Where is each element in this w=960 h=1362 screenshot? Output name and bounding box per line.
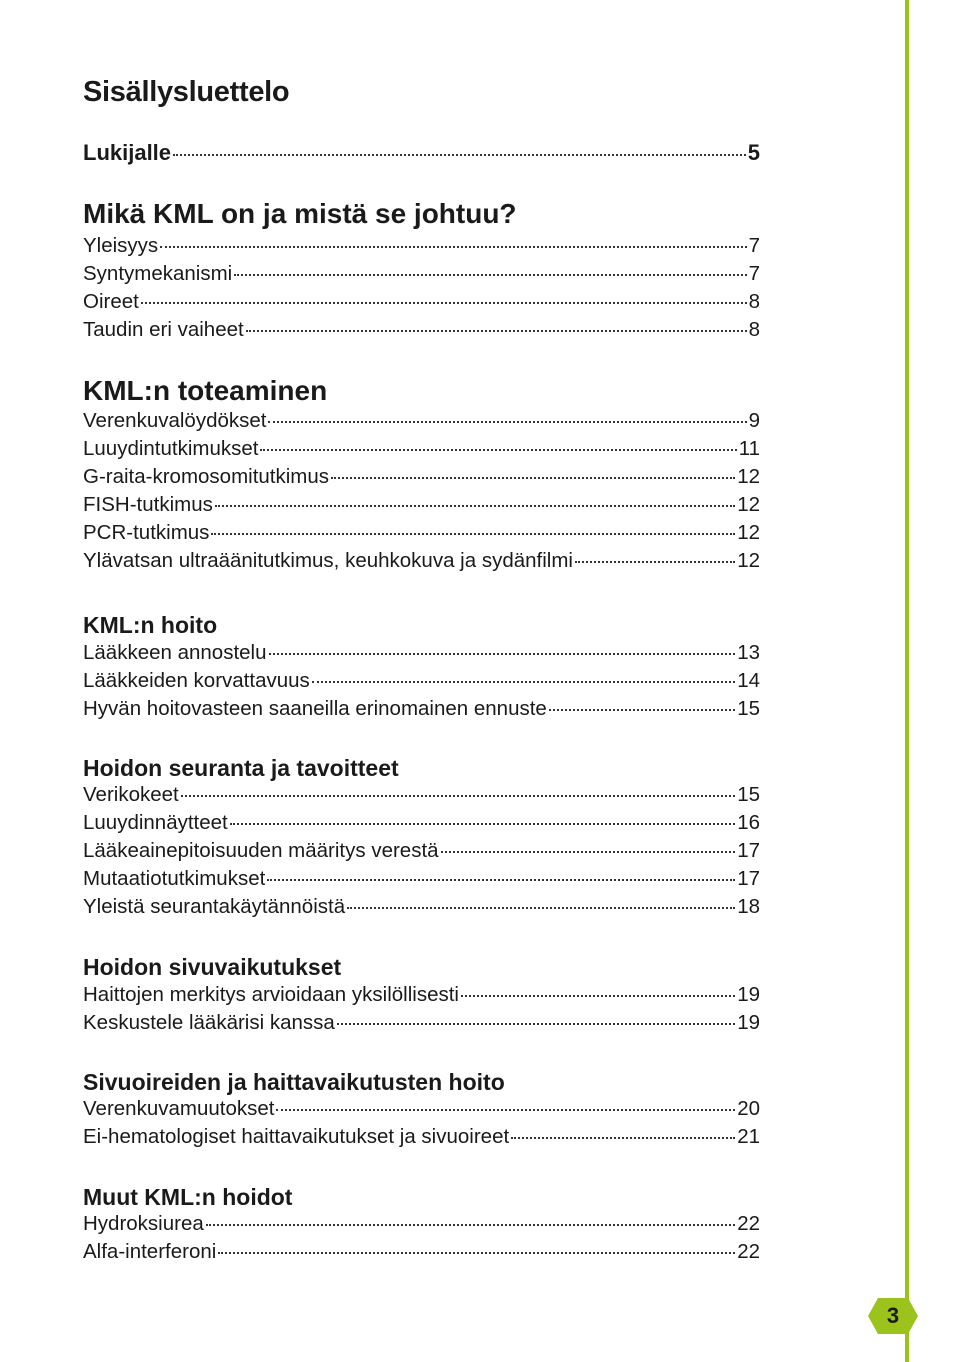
- dot-leader: [276, 1109, 735, 1111]
- toc-entry[interactable]: [83, 549, 760, 577]
- toc-entry-page: 14: [737, 669, 760, 692]
- toc-entry-label: Verikokeet: [83, 783, 179, 806]
- toc-entry-page: 20: [737, 1097, 760, 1120]
- toc-entry-page: 22: [737, 1212, 760, 1235]
- toc-entry[interactable]: [83, 811, 760, 839]
- toc-entry-page: 12: [737, 521, 760, 544]
- toc-entry-page: 19: [737, 983, 760, 1006]
- toc-entry-page: 7: [748, 234, 760, 257]
- toc-entry[interactable]: [83, 1097, 760, 1125]
- toc-entry-page: 18: [737, 895, 760, 918]
- toc-entry-label: Verenkuvalöydökset: [83, 409, 267, 432]
- dot-leader: [337, 1023, 735, 1025]
- dot-leader: [218, 1252, 735, 1254]
- toc-entry-label: Lääkkeiden korvattavuus: [83, 669, 310, 692]
- toc-entry-label: PCR-tutkimus: [83, 521, 210, 544]
- toc-entry-page: 22: [737, 1240, 760, 1263]
- dot-leader: [260, 449, 736, 451]
- dot-leader: [312, 681, 735, 683]
- toc-entry-label: Alfa-interferoni: [83, 1240, 217, 1263]
- toc-entry[interactable]: [83, 1212, 760, 1240]
- toc-entry-page: 16: [737, 811, 760, 834]
- dot-leader: [269, 653, 736, 655]
- toc-entry[interactable]: [83, 290, 760, 318]
- dot-leader: [575, 561, 735, 563]
- toc-entry[interactable]: [83, 318, 760, 346]
- toc-entry[interactable]: [83, 465, 760, 493]
- toc-entry-page: 11: [738, 437, 760, 460]
- toc-entry-page: 21: [737, 1125, 760, 1148]
- section-heading: KML:n hoito: [83, 612, 218, 638]
- toc-entry-label: FISH-tutkimus: [83, 493, 213, 516]
- toc-entry-label: Ei-hematologiset haittavaikutukset ja sivuoireet: [83, 1125, 510, 1148]
- toc-entry[interactable]: [83, 493, 760, 521]
- dot-leader: [160, 246, 746, 248]
- toc-entry-label: Ylävatsan ultraäänitutkimus, keuhkokuva ja sydänfilmi: [83, 549, 573, 572]
- toc-entry-label: Oireet: [83, 290, 139, 313]
- toc-entry-page: 15: [737, 783, 760, 806]
- toc-entry-label: Lääkeainepitoisuuden määritys verestä: [83, 839, 439, 862]
- dot-leader: [181, 795, 735, 797]
- section-heading: KML:n toteaminen: [83, 375, 328, 406]
- toc-entry-label: Haittojen merkitys arvioidaan yksilöllisesti: [83, 983, 459, 1006]
- dot-leader: [441, 851, 736, 853]
- toc-entry-label: Syntymekanismi: [83, 262, 233, 285]
- section-heading: Muut KML:n hoidot: [83, 1184, 293, 1210]
- green-vertical-rule: [905, 0, 909, 1362]
- toc-entry[interactable]: [83, 234, 760, 262]
- toc-entry[interactable]: [83, 521, 760, 549]
- toc-entry-page: 7: [748, 262, 760, 285]
- toc-entry-page: 17: [737, 867, 760, 890]
- toc-entry[interactable]: [83, 437, 760, 465]
- toc-entry[interactable]: [83, 1240, 760, 1268]
- toc-entry-label: Mutaatiotutkimukset: [83, 867, 266, 890]
- toc-entry-page: 12: [737, 465, 760, 488]
- toc-entry[interactable]: [83, 983, 760, 1011]
- toc-entry-label: Luuydinnäytteet: [83, 811, 228, 834]
- page-number: 3: [886, 1303, 900, 1328]
- toc-entry[interactable]: [83, 1125, 760, 1153]
- toc-entry-label: Taudin eri vaiheet: [83, 318, 244, 341]
- dot-leader: [173, 154, 746, 156]
- toc-entry[interactable]: [83, 409, 760, 437]
- toc-entry-page: 13: [737, 641, 760, 664]
- toc-entry-page: 15: [737, 697, 760, 720]
- toc-entry-label: Keskustele lääkärisi kanssa: [83, 1011, 335, 1034]
- toc-entry-label: Lukijalle: [83, 140, 172, 165]
- toc-title: Sisällysluettelo: [83, 76, 290, 108]
- toc-entry-label: Yleisyys: [83, 234, 159, 257]
- toc-entry[interactable]: [83, 641, 760, 669]
- toc-entry-label: Yleistä seurantakäytännöistä: [83, 895, 346, 918]
- dot-leader: [206, 1224, 735, 1226]
- dot-leader: [230, 823, 735, 825]
- toc-entry[interactable]: [83, 839, 760, 867]
- section-heading: Hoidon sivuvaikutukset: [83, 954, 342, 980]
- toc-entry[interactable]: [83, 697, 760, 725]
- toc-entry-label: Luuydintutkimukset: [83, 437, 259, 460]
- dot-leader: [331, 477, 735, 479]
- toc-entry-page: 12: [737, 493, 760, 516]
- toc-entry[interactable]: [83, 895, 760, 923]
- dot-leader: [246, 330, 747, 332]
- toc-entry-page: 19: [737, 1011, 760, 1034]
- dot-leader: [461, 995, 735, 997]
- toc-entry-intro[interactable]: [83, 140, 760, 168]
- toc-entry-page: 5: [747, 140, 760, 165]
- toc-entry-page: 17: [737, 839, 760, 862]
- toc-entry[interactable]: [83, 867, 760, 895]
- dot-leader: [211, 533, 735, 535]
- toc-entry-label: Hydroksiurea: [83, 1212, 204, 1235]
- toc-entry[interactable]: [83, 669, 760, 697]
- toc-entry-page: 9: [748, 409, 760, 432]
- dot-leader: [268, 421, 746, 423]
- toc-entry-page: 8: [748, 290, 760, 313]
- toc-entry-page: 12: [737, 549, 760, 572]
- toc-entry[interactable]: [83, 262, 760, 290]
- dot-leader: [267, 879, 735, 881]
- dot-leader: [347, 907, 735, 909]
- toc-entry[interactable]: [83, 783, 760, 811]
- section-heading: Sivuoireiden ja haittavaikutusten hoito: [83, 1069, 505, 1095]
- toc-entry-label: G-raita-kromosomitutkimus: [83, 465, 330, 488]
- dot-leader: [234, 274, 746, 276]
- section-heading: Mikä KML on ja mistä se johtuu?: [83, 198, 517, 229]
- section-heading: Hoidon seuranta ja tavoitteet: [83, 755, 399, 781]
- toc-entry-label: Lääkkeen annostelu: [83, 641, 267, 664]
- toc-entry-label: Hyvän hoitovasteen saaneilla erinomainen ennuste: [83, 697, 547, 720]
- dot-leader: [141, 302, 747, 304]
- dot-leader: [215, 505, 735, 507]
- toc-entry[interactable]: [83, 1011, 760, 1039]
- dot-leader: [511, 1137, 735, 1139]
- dot-leader: [549, 709, 735, 711]
- toc-entry-page: 8: [748, 318, 760, 341]
- toc-entry-label: Verenkuvamuutokset: [83, 1097, 275, 1120]
